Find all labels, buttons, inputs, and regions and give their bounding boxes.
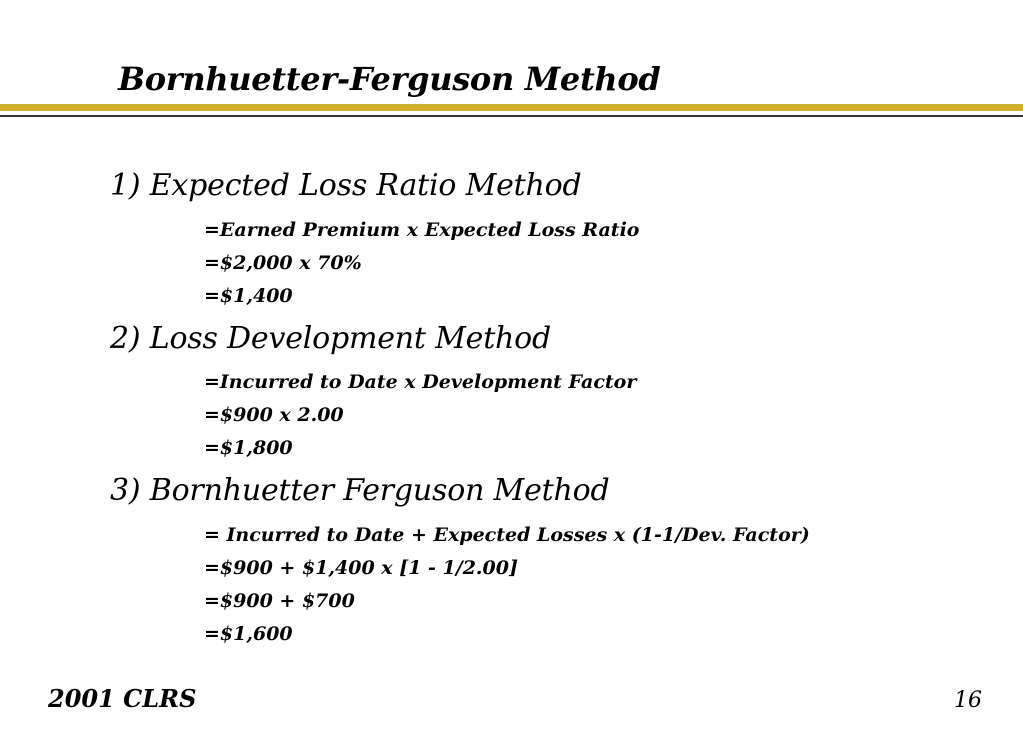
title-underline-gold [0,104,1023,111]
title-underline-thin [0,115,1023,117]
page-number: 16 [954,688,982,713]
method-1-calculation: =$2,000 x 70% [204,252,362,274]
method-2-calculation: =$900 x 2.00 [204,404,344,426]
method-1-formula: =Earned Premium x Expected Loss Ratio [204,219,640,241]
method-3-step: =$900 + $700 [204,590,355,612]
method-2-heading: 2) Loss Development Method [110,321,552,356]
method-2-formula: =Incurred to Date x Development Factor [204,371,637,393]
method-1-heading: 1) Expected Loss Ratio Method [110,168,582,203]
method-3-calculation: =$900 + $1,400 x [1 - 1/2.00] [204,557,518,579]
method-3-heading: 3) Bornhuetter Ferguson Method [110,473,610,508]
method-1-result: =$1,400 [204,285,293,307]
method-3-result: =$1,600 [204,623,293,645]
method-3-formula: = Incurred to Date + Expected Losses x (1-1/Dev. Factor) [204,524,810,546]
method-2-result: =$1,800 [204,437,293,459]
footer-organization: 2001 CLRS [48,684,197,713]
slide-title: Bornhuetter-Ferguson Method [118,60,661,98]
